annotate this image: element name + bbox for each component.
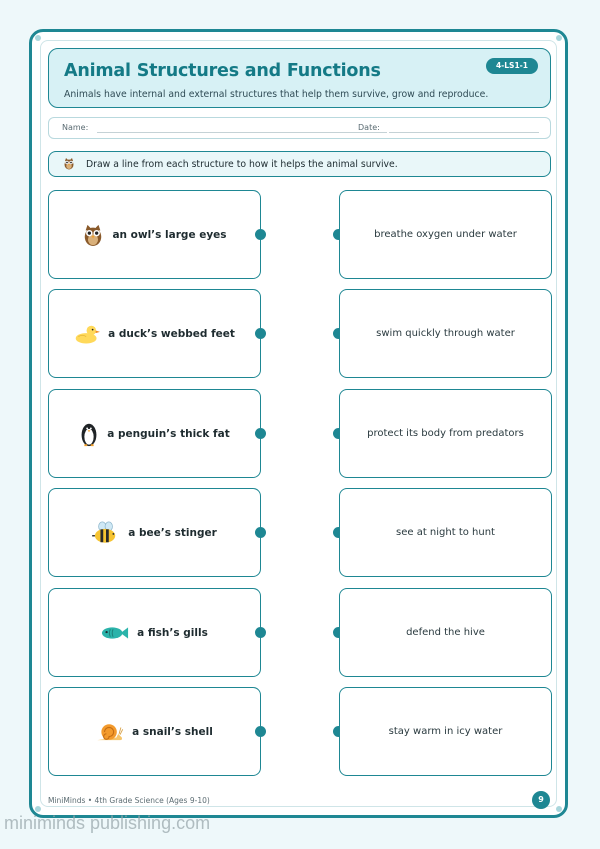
instruction-box xyxy=(48,151,551,177)
standard-badge: 4-LS1-1 xyxy=(486,58,538,74)
left-match-dot[interactable] xyxy=(255,229,266,240)
bee-icon xyxy=(92,521,120,545)
function-label: see at night to hunt xyxy=(396,527,495,538)
function-label: stay warm in icy water xyxy=(388,726,503,737)
function-card xyxy=(339,488,552,577)
structure-label: a snail’s shell xyxy=(132,725,213,738)
function-label: protect its body from predators xyxy=(367,428,524,439)
function-card xyxy=(339,588,552,677)
instruction-text: Draw a line from each structure to how it helps the animal survive. xyxy=(86,158,398,170)
structure-label: a penguin’s thick fat xyxy=(107,427,230,440)
corner-dot xyxy=(556,35,562,41)
fish-icon xyxy=(101,625,129,641)
page-title: Animal Structures and Functions xyxy=(64,61,381,81)
corner-dot xyxy=(35,806,41,812)
footer-text: MiniMinds • 4th Grade Science (Ages 9-10) xyxy=(48,796,210,805)
left-match-dot[interactable] xyxy=(255,527,266,538)
structure-card-fish xyxy=(48,588,261,677)
structure-card-snail xyxy=(48,687,261,776)
owl-icon xyxy=(63,157,75,170)
name-field[interactable] xyxy=(97,132,387,133)
function-label: swim quickly through water xyxy=(376,328,515,339)
owl-icon xyxy=(82,223,104,247)
corner-dot xyxy=(556,806,562,812)
left-match-dot[interactable] xyxy=(255,726,266,737)
function-card xyxy=(339,687,552,776)
left-match-dot[interactable] xyxy=(255,328,266,339)
structure-card-owl xyxy=(48,190,261,279)
name-label: Name: xyxy=(62,123,89,132)
page-subtitle: Animals have internal and external structures that help them survive, grow and reproduce. xyxy=(64,89,489,100)
function-label: defend the hive xyxy=(406,627,485,638)
structure-label: a fish’s gills xyxy=(137,626,208,639)
penguin-icon xyxy=(79,421,99,447)
date-field[interactable] xyxy=(389,132,539,133)
left-match-dot[interactable] xyxy=(255,428,266,439)
structure-label: a bee’s stinger xyxy=(128,526,217,539)
function-card xyxy=(339,289,552,378)
left-match-dot[interactable] xyxy=(255,627,266,638)
structure-card-bee xyxy=(48,488,261,577)
structure-label: an owl’s large eyes xyxy=(112,228,227,241)
date-label: Date: xyxy=(358,123,380,132)
structure-label: a duck’s webbed feet xyxy=(108,327,235,340)
title-banner xyxy=(48,48,551,108)
structure-card-duck xyxy=(48,289,261,378)
duck-icon xyxy=(74,323,100,345)
function-card xyxy=(339,389,552,478)
function-card xyxy=(339,190,552,279)
page-number: 9 xyxy=(532,791,550,809)
snail-icon xyxy=(96,722,124,742)
name-date-bar xyxy=(48,117,551,139)
structure-card-penguin xyxy=(48,389,261,478)
watermark: miniminds publishing.com xyxy=(4,813,211,833)
function-label: breathe oxygen under water xyxy=(374,229,517,240)
corner-dot xyxy=(35,35,41,41)
